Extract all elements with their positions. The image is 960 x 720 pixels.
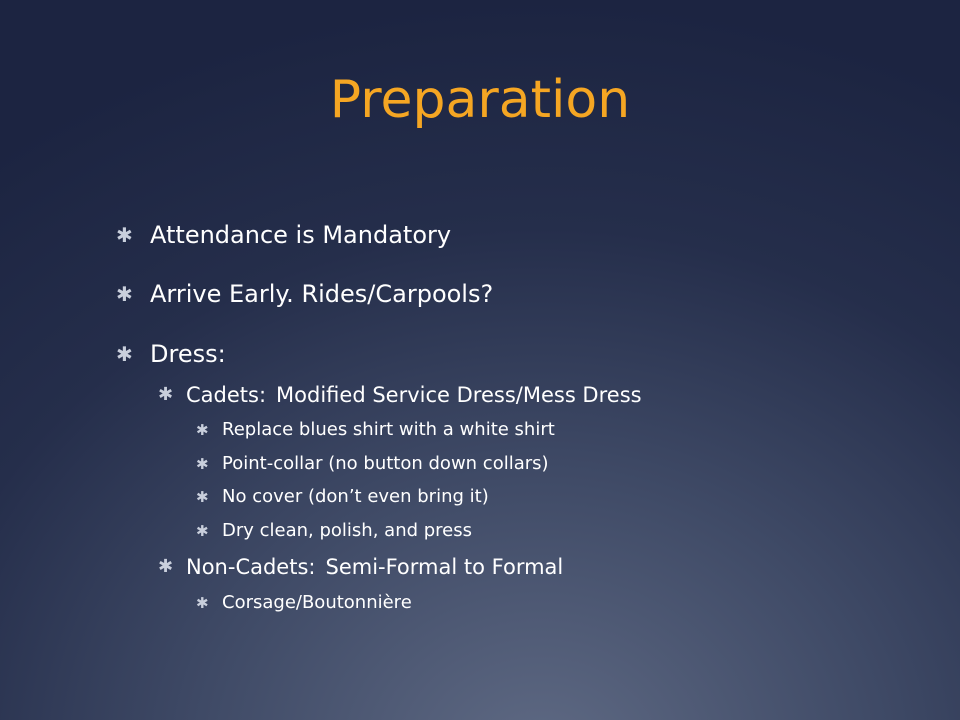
bullet-icon: ✱	[196, 421, 209, 439]
bullet-text: Dry clean, polish, and press	[222, 520, 473, 541]
bullet-text: Arrive Early. Rides/Carpools?	[150, 280, 494, 308]
bullet-text: Corsage/Boutonnière	[222, 592, 412, 613]
bullet-icon: ✱	[158, 556, 174, 577]
bullet-icon: ✱	[196, 455, 209, 473]
sub-bullet-text: Semi-Formal to Formal	[325, 555, 564, 579]
bullet-text: Dress:	[150, 340, 226, 368]
sub-sub-bullet-item	[196, 591, 412, 615]
sub-bullet-label: Cadets:	[186, 383, 267, 407]
sub-sub-bullet-item	[196, 485, 489, 509]
sub-sub-bullet-item	[196, 452, 549, 476]
slide-title: Preparation	[329, 70, 631, 130]
sub-bullet-item	[158, 382, 642, 408]
bullet-text: Point-collar (no button down collars)	[222, 453, 549, 474]
bullet-icon: ✱	[158, 384, 174, 405]
bullet-text: No cover (don’t even bring it)	[222, 486, 489, 507]
sub-sub-bullet-item	[196, 519, 473, 543]
sub-bullet-text: Modified Service Dress/Mess Dress	[276, 383, 642, 407]
sub-bullet-item	[158, 554, 564, 580]
bullet-item	[116, 339, 226, 369]
bullet-text: Attendance is Mandatory	[150, 221, 452, 249]
bullet-icon: ✱	[116, 223, 133, 247]
sub-sub-bullet-item	[196, 418, 555, 442]
bullet-icon: ✱	[196, 594, 209, 612]
bullet-icon: ✱	[116, 342, 133, 366]
sub-bullet-label: Non-Cadets:	[186, 555, 316, 579]
bullet-icon: ✱	[196, 488, 209, 506]
bullet-icon: ✱	[116, 282, 133, 306]
bullet-icon: ✱	[196, 522, 209, 540]
bullet-text: Replace blues shirt with a white shirt	[222, 419, 555, 440]
bullet-item	[116, 279, 494, 309]
bullet-item	[116, 220, 452, 250]
